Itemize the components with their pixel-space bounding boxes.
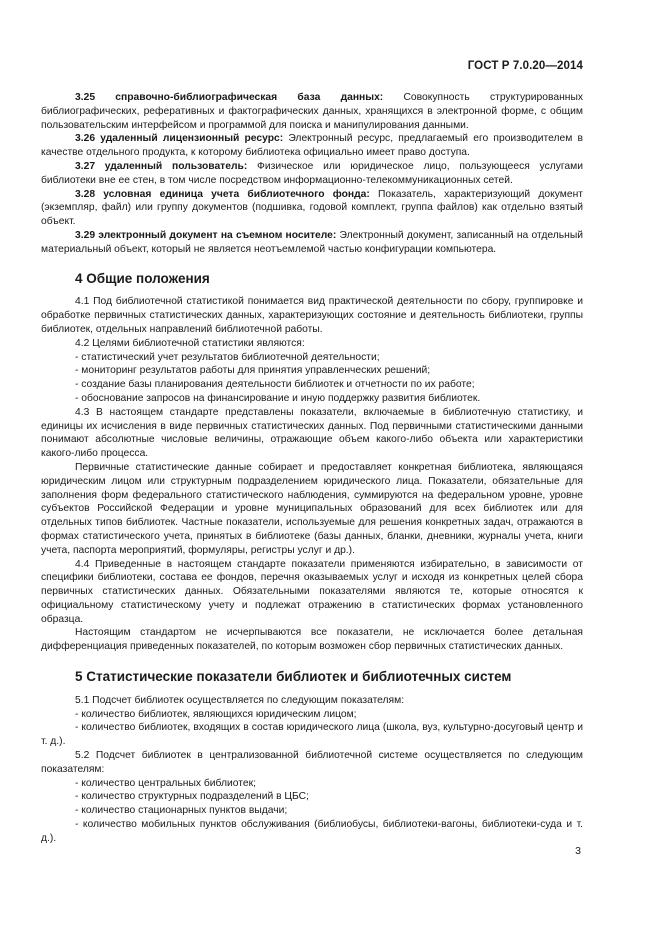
list-item: - мониторинг результатов работы для принятия управленческих решений; (75, 365, 431, 377)
page-number: 3 (575, 845, 581, 857)
paragraph-4-4: 4.4 Приведенные в настоящем стандарте показатели применяются избирательно, в зависимости от специфики библиотеки, состава ее фондов, перечня оказываемых услуг и исходя из конкретных целей сбора первичных статистических данных. Обязательными показателями являются те, которые относятся к официальному статистическому учету и подлежат отражению в статистических формах установленного образца. (41, 558, 583, 625)
term: 3.27 удаленный пользователь: (75, 160, 248, 172)
paragraph-4-2: 4.2 Целями библиотечной статистики являются: (75, 337, 305, 349)
term: 3.26 удаленный лицензионный ресурс: (75, 133, 284, 145)
list-item: - количество библиотек, входящих в состав юридического лица (школа, вуз, культурно-досуговый центр и т. д.). (41, 722, 583, 748)
page-content (41, 91, 583, 846)
list-item: - количество центральных библиотек; (75, 777, 256, 789)
term: 3.29 электронный документ на съемном носителе: (75, 229, 337, 241)
list-item: - количество мобильных пунктов обслуживания (библиобусы, библиотеки-вагоны, библиотеки-суда и т. д.). (41, 819, 583, 844)
section-4-heading: 4 Общие положения (75, 270, 210, 286)
definition-text: Электронный ресурс, предлагаемый его производителем в качестве отдельного продукта, к которому библиотека официально имеет право доступа. (41, 133, 583, 159)
paragraph-4-3: 4.3 В настоящем стандарте представлены показатели, включаемые в библиотечную статистику, и единицы их исчисления в виде первичных статистических данных. Под первичными статистическими данными понимают абсолютные числовые величины, отражающие объем какого-либо объекта или характеристики какого-либо процесса. (41, 406, 583, 460)
list-item: - статистический учет результатов библиотечной деятельности; (75, 351, 380, 363)
paragraph-5-2: 5.2 Подсчет библиотек в централизованной библиотечной системе осуществляется по следующим показателям: (41, 750, 583, 775)
list-item: - создание базы планирования деятельности библиотек и отчетности по их работе; (75, 379, 475, 391)
definition-3-25 (41, 91, 583, 132)
paragraph-5-1: 5.1 Подсчет библиотек осуществляется по следующим показателям: (75, 694, 405, 706)
definition-3-26 (41, 132, 583, 160)
definition-text: Электронный документ, записанный на отдельный материальный объект, который не является неотъемлемой частью конфигурации компьютера. (41, 229, 583, 255)
definition-3-28 (41, 188, 583, 229)
list-item: - обоснование запросов на финансирование и иную поддержку развития библиотек. (75, 392, 481, 404)
term: 3.28 условная единица учета библиотечного фонда: (75, 188, 370, 200)
list-item: - количество библиотек, являющихся юридическим лицом; (75, 708, 357, 720)
section-5-heading: 5 Статистические показатели библиотек и библиотечных систем (75, 669, 512, 685)
paragraph-primary-data: Первичные статистические данные собирает и предоставляет конкретная библиотека, являющаяся юридическим лицом или структурным подразделением юридического лица. Показатели, обязательные для заполнения форм федерального статистического наблюдения, суммируются на федеральном уровне, уровне субъектов Российской Федерации и уровне муниципальных образований для всех библиотек или для отдельных типов библиотек. Частные показатели, используемые для решения конкретных задач, отражаются в формах статистического учета, принятых в библиотеке (базы данных, бланки, дневники, журналы учета, книги учета, паспорта мероприятий, формуляры, регистры услуг и др.). (41, 461, 583, 556)
definition-3-29 (41, 229, 583, 257)
list-item: - количество стационарных пунктов выдачи; (75, 805, 288, 817)
definition-text: Совокупность структурированных библиографических, реферативных и фактографических данных, хранящихся в электронной форме, с общим пользовательским интерфейсом и программой для поиска и манипулирования данными. (41, 92, 583, 131)
term: 3.25 справочно-библиографическая база данных: (75, 92, 384, 103)
list-item: - количество структурных подразделений в ЦБС; (75, 791, 309, 803)
paragraph-4-1: 4.1 Под библиотечной статистикой понимается вид практической деятельности по сбору, группировке и обработке первичных статистических данных, характеризующих состояние и деятельность библиотеки, группы библиотек, отдельных направлений библиотечной работы. (41, 296, 583, 335)
paragraph-scope: Настоящим стандартом не исчерпываются все показатели, не исключается более детальная дифференциация приведенных показателей, по которым возможен сбор первичных статистических данных. (41, 627, 583, 653)
definition-3-27 (41, 160, 583, 188)
document-code: ГОСТ Р 7.0.20—2014 (467, 60, 583, 72)
definition-text: Физическое или юридическое лицо, пользующееся услугами библиотеки вне ее стен, в том числе посредством информационно-телекоммуникационных сетей. (41, 160, 583, 186)
definition-text: Показатель, характеризующий документ (экземпляр, файл) или группу документов (подшивка, годовой комплект, группа файлов) как отдельно взятый объект. (41, 188, 583, 228)
